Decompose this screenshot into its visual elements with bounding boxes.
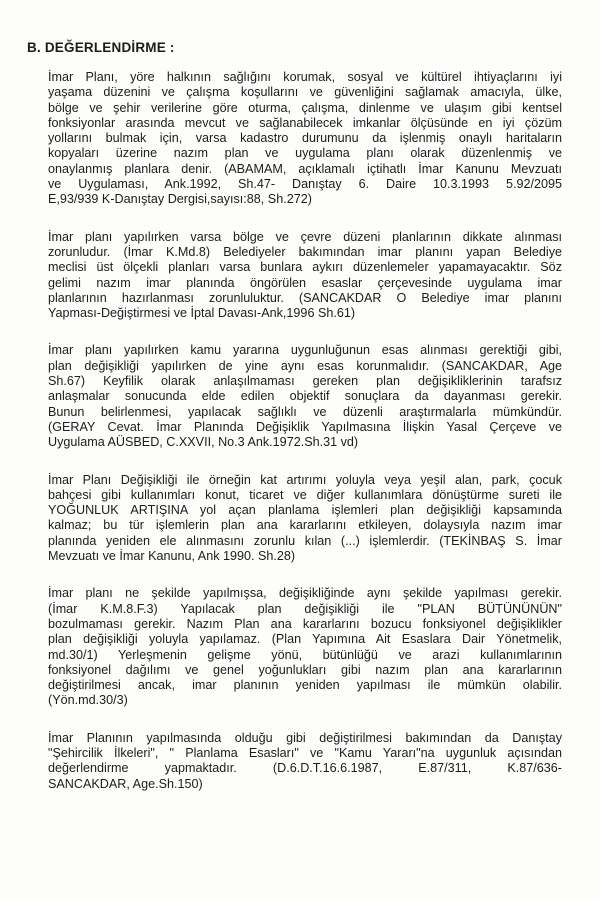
text-line: Mevzuatı ve İmar Kanunu, Ank 1990. Sh.28) <box>48 549 296 564</box>
text-line: bölge ve şehir verilerine göre oturma, çalışma, dinlenme ve ulaşım gibi kentsel <box>48 100 562 115</box>
paragraph-1 <box>48 70 562 208</box>
text-line: Sh.67) Keyfilik olarak anlaşılmaması gereken plan değişikliklerinin tarafsız <box>48 374 562 389</box>
text-line: değiştirilmesi ancak, imar planının yeniden yapılması ile mümkün olabilir. <box>48 678 562 693</box>
paragraph-6 <box>48 731 562 792</box>
document-body <box>48 70 562 792</box>
text-line: YOĞUNLUK ARTIŞINA yol açan planlama işlemleri plan değişikliği kapsamında <box>48 503 562 518</box>
text-line: İmar planı yapılırken kamu yararına uygunluğunun esas alınması gerektiği gibi, <box>48 343 562 358</box>
text-line: planlarının hazırlanması zorunluluktur. (SANCAKDAR O Belediye imar planını <box>48 290 562 305</box>
text-line: değerlendirme yapmaktadır. (D.6.D.T.16.6.1987, E.87/311, K.87/636- <box>48 761 562 776</box>
text-line: İmar Planı Değişikliği ile örneğin kat artırımı yoluyla veya yeşil alan, park, çocuk <box>48 472 562 487</box>
text-line: zorunludur. (İmar K.Md.8) Belediyeler bakımından imar planını yapan Belediye <box>48 244 562 259</box>
text-line: Yapması-Değiştirmesi ve İptal Davası-Ank,1996 Sh.61) <box>48 306 356 321</box>
text-line: İmar planı ne şekilde yapılmışsa, değişikliğinde aynı şekilde yapılması gerekir. <box>48 586 562 601</box>
paragraph-3 <box>48 343 562 450</box>
paragraph-4 <box>48 473 562 565</box>
text-line: yollarını bulmak için, varsa kadastro durumunu da işlenmiş onaylı haritaların <box>48 131 562 146</box>
text-line: fonksiyonel dağılımı ve genel yoğunlukları gibi nazım plan ana kararlarının <box>48 662 562 677</box>
paragraph-5 <box>48 586 562 708</box>
text-line: E,93/939 K-Danıştay Dergisi,sayısı:88, Sh.272) <box>48 192 312 207</box>
text-line: SANCAKDAR, Age.Sh.150) <box>48 776 203 791</box>
text-line: (Yön.md.30/3) <box>48 693 128 708</box>
paragraph-2 <box>48 230 562 322</box>
text-line: (İmar K.M.8.F.3) Yapılacak plan değişikliği ile "PLAN BÜTÜNÜNÜN" <box>48 601 562 616</box>
text-line: İmar Planının yapılmasında olduğu gibi değiştirilmesi bakımından da Danıştay <box>48 730 562 745</box>
text-line: plan değişikliği yapılırken de yine aynı esas korunmalıdır. (SANCAKDAR, Age <box>48 358 562 373</box>
text-line: (GERAY Cevat. İmar Planında Değişiklik Yapılmasına İlişkin Yasal Çerçeve ve <box>48 419 562 434</box>
text-line: anlaşmalar sonucunda elde edilen objektif sonuçlara da dayanması gerekir. <box>48 389 562 404</box>
text-line: planında yeniden ele alınmasını zorunlu kılan (...) işlemlerdir. (TEKİNBAŞ S. İmar <box>48 533 562 548</box>
text-line: "Şehircilik İlkeleri", " Planlama Esasları" ve "Kamu Yararı"na uygunluk açısından <box>48 745 562 760</box>
text-line: ve Uygulaması, Ank.1992, Sh.47- Danıştay 6. Daire 10.3.1993 5.92/2095 <box>48 177 562 192</box>
text-line: İmar planı yapılırken varsa bölge ve çevre düzeni planlarının dikkate alınması <box>48 229 562 244</box>
text-line: Bunun belirlenmesi, yapılacak sağlıklı ve düzenli araştırmalarla mümkündür. <box>48 404 562 419</box>
text-line: yaşama düzenini ve çalışma koşullarını ve güvenliğini sağlamak amacıyla, ülke, <box>48 85 562 100</box>
text-line: gelimi nazım imar planında öngörülen esaslar çerçevesinde uygulama imar <box>48 275 562 290</box>
text-line: bozulmaması gerekir. Nazım Plan ana kararlarını bozucu fonksiyonel değişiklikler <box>48 616 562 631</box>
section-heading: B. DEĞERLENDİRME : <box>27 40 175 55</box>
text-line: bahçesi gibi kullanımları konut, ticaret ve diğer kullanımlara dönüştürme sureti ile <box>48 487 562 502</box>
text-line: İmar Planı, yöre halkının sağlığını korumak, sosyal ve kültürel ihtiyaçlarını iyi <box>48 70 562 84</box>
text-line: meclisi üst ölçekli planları varsa bunlara aykırı düzenlemeler yapamayacaktır. Söz <box>48 260 562 275</box>
text-line: fonksiyonlar arasında mevcut ve sağlanabilecek imkanlar ölçüsünde en iyi çözüm <box>48 115 562 130</box>
text-line: kopyaları üzerine nazım plan ve uygulama planı olarak düzenlenmiş ve <box>48 146 562 161</box>
text-line: onaylanmış planlara denir. (ABAMAM, açıklamalı içtihatlı İmar Kanunu Mevzuatı <box>48 161 562 176</box>
text-line: md.30/1) Yerleşmenin gelişme yönü, bütünlüğü ve arazi kullanımlarının <box>48 647 562 662</box>
text-line: Uygulama AÜSBED, C.XXVII, No.3 Ank.1972.Sh.31 vd) <box>48 435 359 450</box>
text-line: plan değişikliği yoluyla yapılamaz. (Plan Yapımına Ait Esaslara Dair Yönetmelik, <box>48 632 562 647</box>
text-line: kalmaz; bu tür işlemlerin plan ana kararlarını etkileyen, dolaysıyla nazım imar <box>48 518 562 533</box>
